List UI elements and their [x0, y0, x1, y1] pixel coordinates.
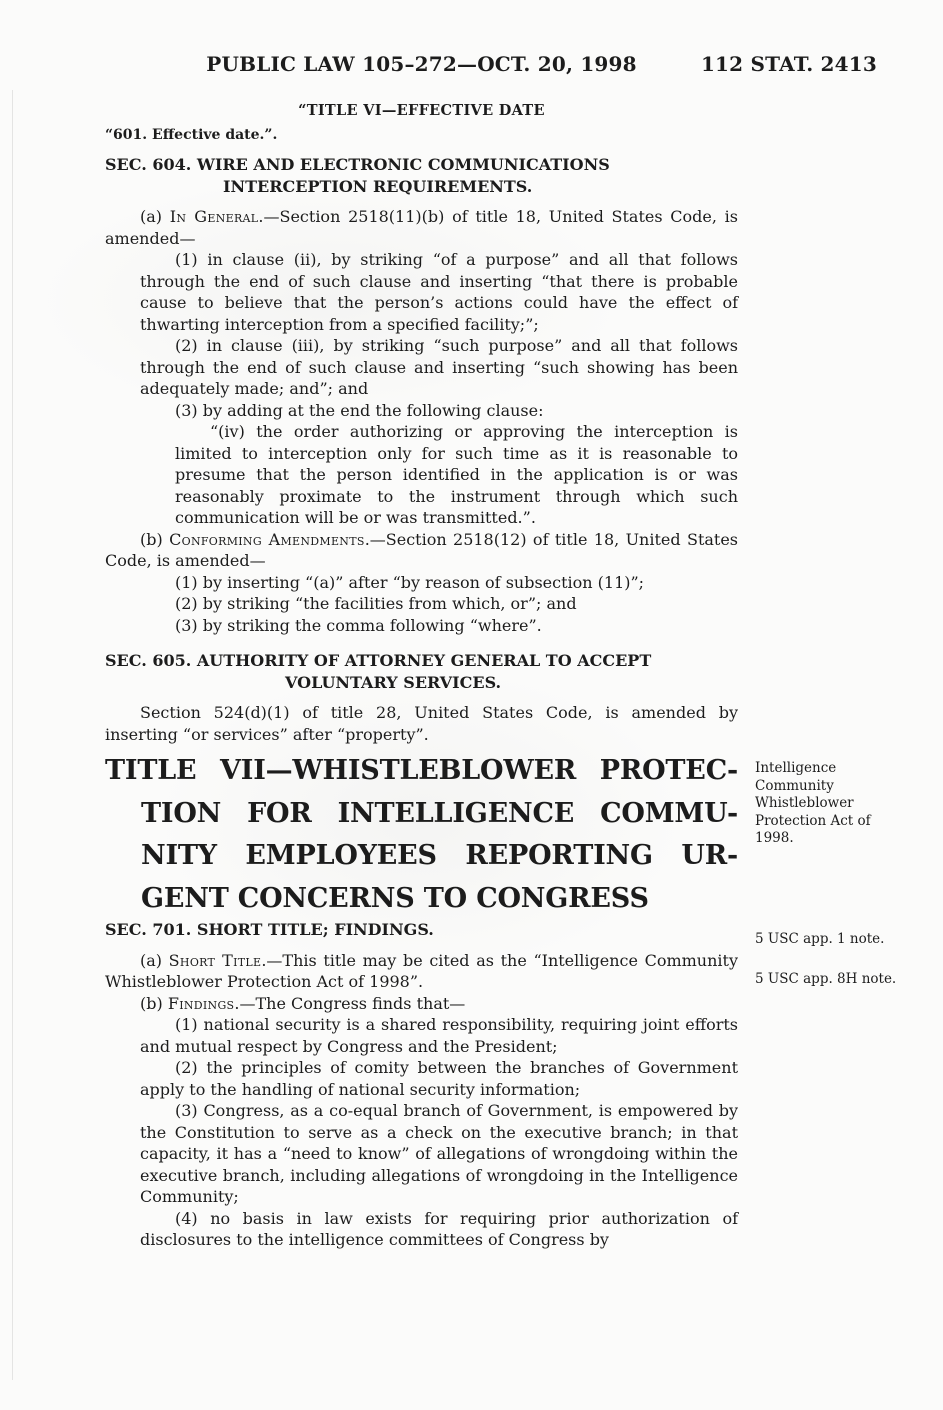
title-vii-heading — [105, 750, 738, 920]
subsection-701a — [105, 950, 738, 993]
title-vii-line-1: TITLE VII—WHISTLEBLOWER PROTEC- — [105, 755, 738, 786]
amendment-item-604a-1: (1) in clause (ii), by striking “of a purpose” and all that follows through the end of such clause and inserting “that there is probable cause to believe that the person’s actions could have the effect of thwarting interception from a specified facility;”; — [140, 250, 738, 334]
scan-edge-artifact — [12, 90, 13, 1380]
subsection-604b-text: .—Section 2518(12) of title 18, United States Code, is amended— — [105, 529, 739, 570]
finding-item-3: (3) Congress, as a co-equal branch of Government, is empowered by the Constitution to serve as a check on the executive branch; in that capacity, it has a “need to know” of allegations of wrongdoing within the executive branch, including allegations of wrongdoing in the Intelligence Community; — [140, 1101, 738, 1206]
amendment-item-604b-3: (3) by striking the comma following “where”. — [175, 615, 542, 635]
toc-entry-601: “601. Effective date.”. — [105, 127, 278, 143]
finding-item-2: (2) the principles of comity between the branches of Government apply to the handling of national security information; — [140, 1058, 738, 1099]
section-605-heading: SEC. 605. AUTHORITY OF ATTORNEY GENERAL TO ACCEPT VOLUNTARY SERVICES. — [105, 651, 652, 692]
subsection-604b-catchline: Conforming Amendments — [169, 529, 365, 549]
subsection-701a-catchline: Short Title — [168, 950, 262, 970]
subsection-701b-label: (b) — [140, 993, 168, 1013]
stat-citation: 112 STAT. 2413 — [700, 52, 877, 76]
title-vii-line-3: NITY EMPLOYEES REPORTING UR- — [141, 840, 738, 871]
quoted-title-vi-heading: “TITLE VI—EFFECTIVE DATE — [298, 102, 545, 119]
subsection-604a — [105, 206, 738, 249]
subsection-604a-text: .—Section 2518(11)(b) of title 18, United States Code, is amended— — [105, 207, 739, 248]
page-header — [105, 52, 877, 82]
amendment-item-604a-3: (3) by adding at the end the following clause: — [175, 400, 544, 420]
section-605 — [105, 650, 738, 745]
amendment-item-604b-1: (1) by inserting “(a)” after “by reason of subsection (11)”; — [175, 572, 645, 592]
amendment-item-604b-2: (2) by striking “the facilities from which, or”; and — [175, 594, 577, 613]
subsection-701b-text: .—The Congress finds that— — [234, 993, 466, 1013]
subsection-701a-text: .—This title may be cited as the “Intelligence Community Whistleblower Protection Act of 1998”. — [105, 950, 738, 991]
section-604 — [105, 154, 738, 636]
finding-item-4: (4) no basis in law exists for requiring prior authorization of disclosures to the intelligence committees of Congress by — [140, 1208, 738, 1249]
subsection-701b-catchline: Findings — [167, 993, 235, 1013]
subsection-701a-label: (a) — [140, 950, 169, 970]
title-vii-line-2: TION FOR INTELLIGENCE COMMU- — [141, 797, 738, 829]
margin-note-usc-app-8h: 5 USC app. 8H note. — [755, 971, 897, 987]
subsection-701b — [105, 993, 738, 1015]
margin-note-act-name: Intelligence Community Whistleblower Protection Act of 1998. — [755, 760, 871, 846]
finding-item-1: (1) national security is a shared responsibility, requiring joint efforts and mutual respect by Congress and the President; — [140, 1015, 738, 1056]
amendment-item-604a-2: (2) in clause (iii), by striking “such purpose” and all that follows through the end of such clause and inserting “such showing has been adequately made; and”; and — [140, 336, 738, 398]
law-citation: PUBLIC LAW 105–272—OCT. 20, 1998 — [206, 52, 637, 76]
section-701-heading: SEC. 701. SHORT TITLE; FINDINGS. — [105, 920, 434, 939]
section-701 — [105, 919, 738, 1251]
section-604-heading: SEC. 604. WIRE AND ELECTRONIC COMMUNICATIONS INTERCEPTION REQUIREMENTS. — [105, 155, 610, 196]
quoted-clause-iv: “(iv) the order authorizing or approving the interception is limited to interception only for such time as it is reasonable to presume that the person identified in the application is or was reasonably proximate to the instrument through which such communication will be or was transmitted.”. — [175, 422, 738, 527]
section-605-text: Section 524(d)(1) of title 28, United States Code, is amended by inserting “or services” after “property”. — [105, 703, 738, 744]
subsection-604a-label: (a) — [140, 207, 170, 226]
title-vii-line-4: GENT CONCERNS TO CONGRESS — [141, 882, 649, 914]
subsection-604b — [105, 529, 738, 572]
subsection-604a-catchline: In General — [169, 207, 259, 226]
margin-note-usc-app-1: 5 USC app. 1 note. — [755, 931, 885, 947]
subsection-604b-label: (b) — [140, 529, 170, 549]
